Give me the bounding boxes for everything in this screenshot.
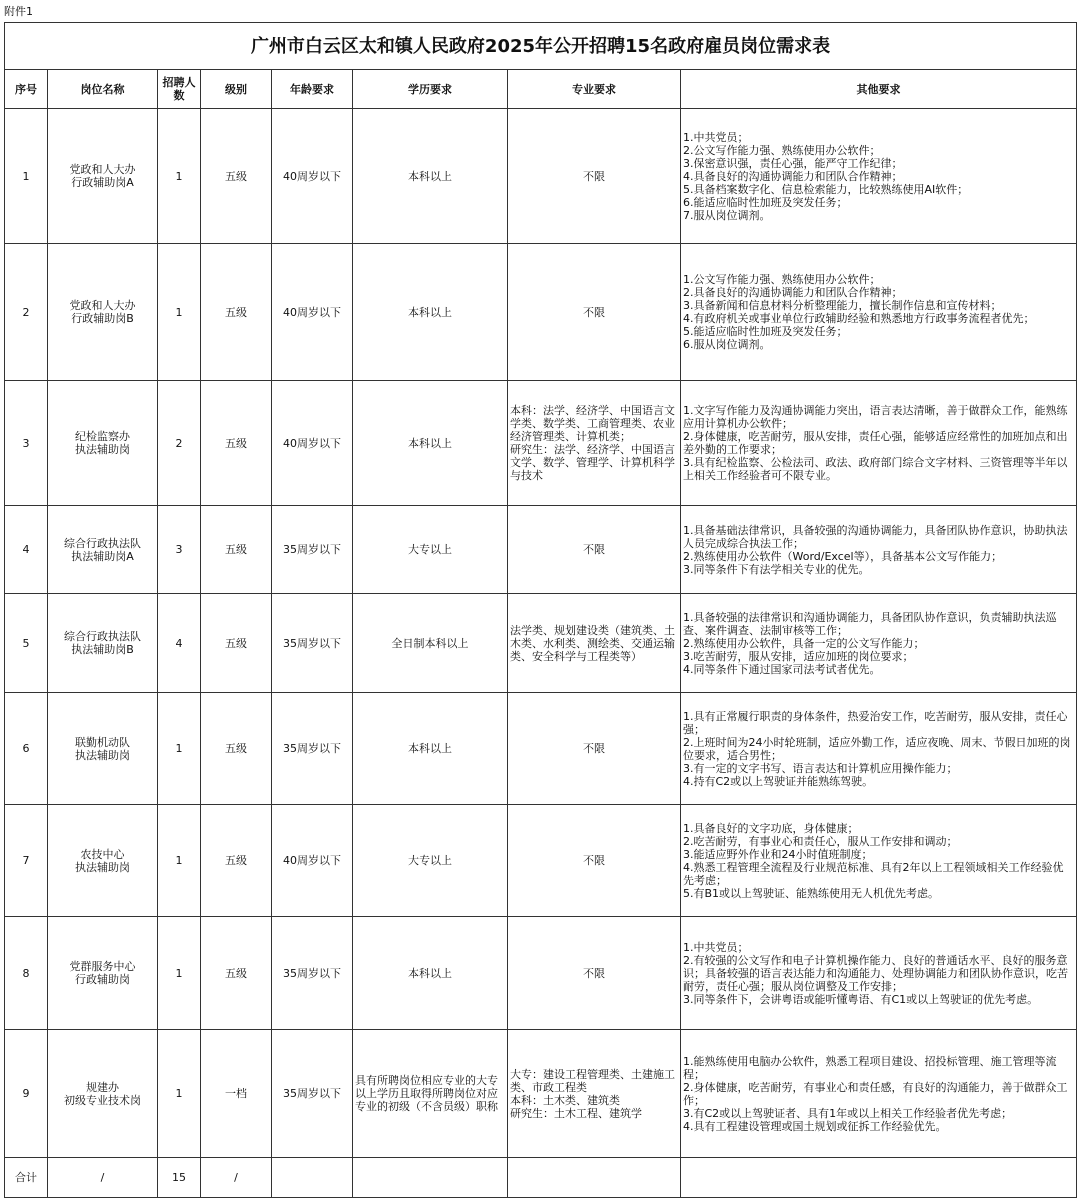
header-education: 学历要求 xyxy=(353,70,508,109)
total-position: / xyxy=(48,1158,158,1198)
cell-grade: 五级 xyxy=(201,594,272,693)
cell-other: 1.公文写作能力强、熟练使用办公软件； 2.具备良好的沟通协调能力和团队合作精神； 3.具备新闻和信息材料分析整理能力，擅长制作信息和宣传材料； 4.有政府机关或事业单位行政辅助经验和熟悉地方行政事务流程者优先； 5.能适应临时性加班及突发任务； 6.服从岗位调剂。 xyxy=(681,244,1077,381)
header-major: 专业要求 xyxy=(508,70,681,109)
cell-grade: 五级 xyxy=(201,244,272,381)
table-row xyxy=(5,244,1077,381)
cell-position: 联勤机动队 执法辅助岗 xyxy=(48,693,158,805)
cell-other: 1.能熟练使用电脑办公软件，熟悉工程项目建设、招投标管理、施工管理等流程； 2.身体健康，吃苦耐劳，有事业心和责任感，有良好的沟通能力，善于做群众工作； 3.有C2或以上驾驶证者、具有1年或以上相关工作经验者优先考虑； 4.具有工程建设管理或国土规划或征拆工作经验优先。 xyxy=(681,1030,1077,1158)
cell-index: 2 xyxy=(5,244,48,381)
cell-other: 1.中共党员； 2.公文写作能力强、熟练使用办公软件； 3.保密意识强，责任心强，能严守工作纪律； 4.具备良好的沟通协调能力和团队合作精神； 5.具备档案数字化、信息检索能力，比较熟练使用AI软件； 6.能适应临时性加班及突发任务； 7.服从岗位调剂。 xyxy=(681,109,1077,244)
header-grade: 级别 xyxy=(201,70,272,109)
cell-major: 不限 xyxy=(508,693,681,805)
cell-count: 1 xyxy=(158,109,201,244)
total-empty-cell xyxy=(681,1158,1077,1198)
cell-age: 40周岁以下 xyxy=(272,109,353,244)
cell-education: 本科以上 xyxy=(353,917,508,1030)
cell-education: 本科以上 xyxy=(353,244,508,381)
table-row xyxy=(5,805,1077,917)
attachment-label: 附件1 xyxy=(4,5,33,18)
cell-index: 1 xyxy=(5,109,48,244)
cell-count: 1 xyxy=(158,244,201,381)
cell-age: 40周岁以下 xyxy=(272,805,353,917)
cell-index: 6 xyxy=(5,693,48,805)
cell-major: 本科：法学、经济学、中国语言文学类、数学类、工商管理类、农业经济管理类、计算机类； 研究生：法学、经济学、中国语言文学、数学、管理学、计算机科学与技术 xyxy=(508,381,681,506)
cell-major: 法学类、规划建设类（建筑类、土木类、水利类、测绘类、交通运输类、安全科学与工程类等） xyxy=(508,594,681,693)
cell-grade: 五级 xyxy=(201,917,272,1030)
cell-other: 1.具备较强的法律常识和沟通协调能力，具备团队协作意识，负责辅助执法巡查、案件调查、法制审核等工作； 2.熟练使用办公软件，具备一定的公文写作能力； 3.吃苦耐劳，服从安排，适应加班的岗位要求； 4.同等条件下通过国家司法考试者优先。 xyxy=(681,594,1077,693)
table-row xyxy=(5,693,1077,805)
cell-grade: 五级 xyxy=(201,506,272,594)
total-grade: / xyxy=(201,1158,272,1198)
cell-count: 4 xyxy=(158,594,201,693)
header-index: 序号 xyxy=(5,70,48,109)
cell-index: 7 xyxy=(5,805,48,917)
cell-grade: 一档 xyxy=(201,1030,272,1158)
total-label: 合计 xyxy=(5,1158,48,1198)
header-age: 年龄要求 xyxy=(272,70,353,109)
recruitment-table xyxy=(4,22,1077,1198)
cell-count: 1 xyxy=(158,917,201,1030)
cell-major: 不限 xyxy=(508,244,681,381)
total-empty-cell xyxy=(272,1158,353,1198)
cell-major: 不限 xyxy=(508,506,681,594)
cell-position: 农技中心 执法辅助岗 xyxy=(48,805,158,917)
cell-count: 2 xyxy=(158,381,201,506)
cell-grade: 五级 xyxy=(201,109,272,244)
total-empty-cell xyxy=(508,1158,681,1198)
total-count: 15 xyxy=(158,1158,201,1198)
header-count: 招聘人数 xyxy=(158,70,201,109)
cell-position: 党政和人大办 行政辅助岗A xyxy=(48,109,158,244)
cell-position: 纪检监察办 执法辅助岗 xyxy=(48,381,158,506)
table-row xyxy=(5,506,1077,594)
cell-index: 9 xyxy=(5,1030,48,1158)
cell-position: 规建办 初级专业技术岗 xyxy=(48,1030,158,1158)
cell-major: 不限 xyxy=(508,805,681,917)
cell-education: 本科以上 xyxy=(353,693,508,805)
header-position: 岗位名称 xyxy=(48,70,158,109)
total-empty-cell xyxy=(353,1158,508,1198)
table-title: 广州市白云区太和镇人民政府2025年公开招聘15名政府雇员岗位需求表 xyxy=(5,23,1077,70)
cell-education: 大专以上 xyxy=(353,805,508,917)
cell-major: 大专：建设工程管理类、土建施工类、市政工程类 本科：土木类、建筑类 研究生：土木工程、建筑学 xyxy=(508,1030,681,1158)
cell-count: 1 xyxy=(158,805,201,917)
cell-other: 1.具有正常履行职责的身体条件，热爱治安工作，吃苦耐劳，服从安排，责任心强； 2.上班时间为24小时轮班制，适应外勤工作，适应夜晚、周末、节假日加班的岗位要求，适合男性； 3.有一定的文字书写、语言表达和计算机应用操作能力； 4.持有C2或以上驾驶证并能熟练驾驶。 xyxy=(681,693,1077,805)
cell-education: 本科以上 xyxy=(353,109,508,244)
cell-count: 3 xyxy=(158,506,201,594)
table-row xyxy=(5,381,1077,506)
cell-grade: 五级 xyxy=(201,805,272,917)
cell-grade: 五级 xyxy=(201,693,272,805)
cell-major: 不限 xyxy=(508,109,681,244)
table-row xyxy=(5,109,1077,244)
table-row xyxy=(5,594,1077,693)
cell-grade: 五级 xyxy=(201,381,272,506)
table-row xyxy=(5,1030,1077,1158)
header-row xyxy=(5,70,1077,109)
cell-other: 1.中共党员； 2.有较强的公文写作和电子计算机操作能力、良好的普通话水平、良好的服务意识；具备较强的语言表达能力和沟通能力、处理协调能力和团队协作意识，吃苦耐劳，责任心强；服从岗位调整及工作安排； 3.同等条件下，会讲粤语或能听懂粤语、有C1或以上驾驶证的优先考虑。 xyxy=(681,917,1077,1030)
header-other: 其他要求 xyxy=(681,70,1077,109)
cell-education: 大专以上 xyxy=(353,506,508,594)
cell-index: 4 xyxy=(5,506,48,594)
cell-age: 35周岁以下 xyxy=(272,594,353,693)
cell-count: 1 xyxy=(158,693,201,805)
cell-age: 35周岁以下 xyxy=(272,506,353,594)
cell-major: 不限 xyxy=(508,917,681,1030)
cell-education: 本科以上 xyxy=(353,381,508,506)
cell-index: 8 xyxy=(5,917,48,1030)
cell-position: 党群服务中心 行政辅助岗 xyxy=(48,917,158,1030)
cell-education: 具有所聘岗位相应专业的大专以上学历且取得所聘岗位对应专业的初级（不含员级）职称 xyxy=(353,1030,508,1158)
cell-index: 5 xyxy=(5,594,48,693)
cell-other: 1.具备基础法律常识，具备较强的沟通协调能力，具备团队协作意识，协助执法人员完成综合执法工作； 2.熟练使用办公软件（Word/Excel等），具备基本公文写作能力； 3.同等条件下有法学相关专业的优先。 xyxy=(681,506,1077,594)
cell-position: 综合行政执法队 执法辅助岗B xyxy=(48,594,158,693)
cell-age: 35周岁以下 xyxy=(272,917,353,1030)
cell-position: 党政和人大办 行政辅助岗B xyxy=(48,244,158,381)
table-row xyxy=(5,917,1077,1030)
cell-age: 35周岁以下 xyxy=(272,693,353,805)
cell-age: 40周岁以下 xyxy=(272,244,353,381)
cell-education: 全日制本科以上 xyxy=(353,594,508,693)
cell-other: 1.具备良好的文字功底，身体健康； 2.吃苦耐劳，有事业心和责任心，服从工作安排和调动； 3.能适应野外作业和24小时值班制度； 4.熟悉工程管理全流程及行业规范标准、具有2年以上工程领域相关工作经验优先考虑； 5.有B1或以上驾驶证、能熟练使用无人机优先考虑。 xyxy=(681,805,1077,917)
cell-index: 3 xyxy=(5,381,48,506)
cell-age: 40周岁以下 xyxy=(272,381,353,506)
cell-position: 综合行政执法队 执法辅助岗A xyxy=(48,506,158,594)
cell-other: 1.文字写作能力及沟通协调能力突出，语言表达清晰，善于做群众工作，能熟练应用计算机办公软件； 2.身体健康，吃苦耐劳，服从安排，责任心强，能够适应经常性的加班加点和出差外勤的工作要求； 3.具有纪检监察、公检法司、政法、政府部门综合文字材料、三资管理等半年以上相关工作经验者可不限专业。 xyxy=(681,381,1077,506)
cell-count: 1 xyxy=(158,1030,201,1158)
total-row xyxy=(5,1158,1077,1198)
cell-age: 35周岁以下 xyxy=(272,1030,353,1158)
